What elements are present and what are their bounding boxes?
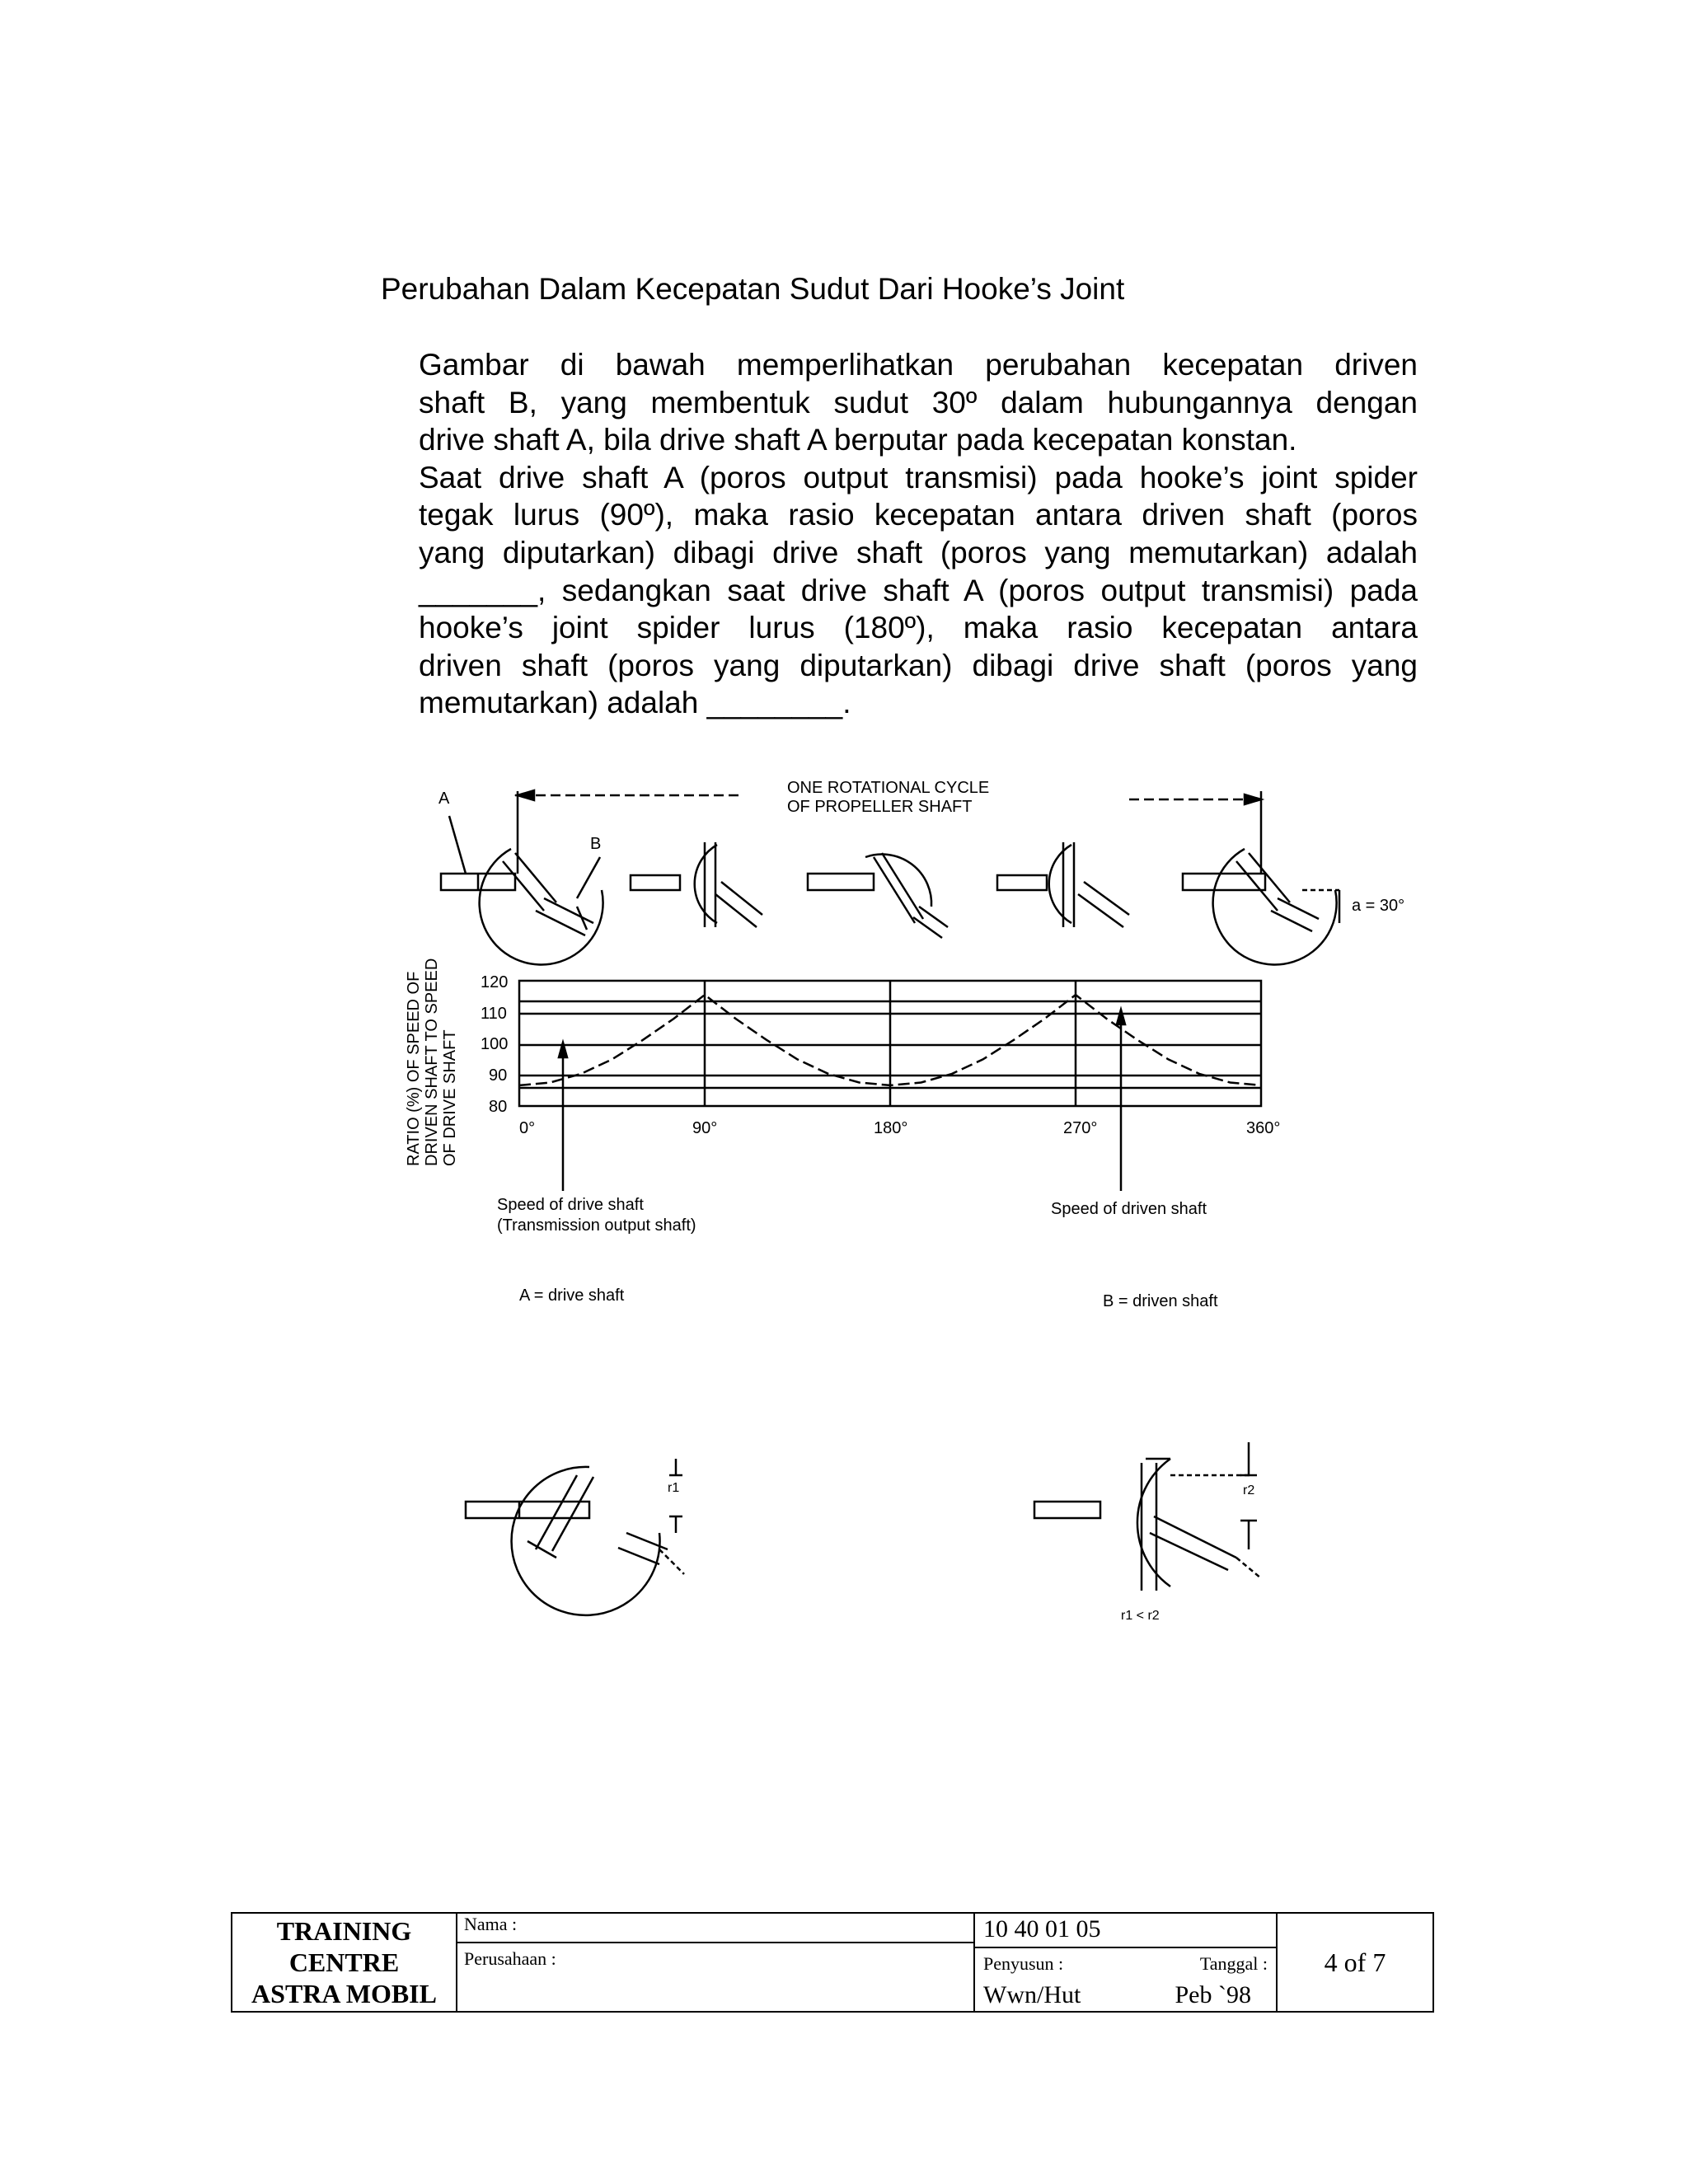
joint-sketch-360 [1183, 849, 1339, 964]
cycle-label-1: ONE ROTATIONAL CYCLE [787, 779, 990, 797]
ylabel-line-3: OF DRIVE SHAFT [441, 1029, 459, 1166]
joint-sketch-0 [441, 849, 603, 964]
para-line: tegak lurus (90º), maka rasio kecepatan antara driven shaft (poros [419, 498, 1418, 532]
label-b: B [590, 835, 602, 853]
ytick-120: 120 [481, 973, 509, 991]
para-line: drive shaft A, bila drive shaft A berputar pada kecepatan konstan. [419, 423, 1297, 457]
ylabel-line-2: DRIVEN SHAFT TO SPEED [423, 958, 441, 1166]
footer-table [231, 1912, 1434, 2013]
para-line: Gambar di bawah memperlihatkan perubahan kecepatan driven [419, 348, 1418, 382]
tanggal-label: Tanggal : [1199, 1953, 1268, 1974]
ylabel-line-1: RATIO (%) OF SPEED OF [405, 971, 423, 1166]
para-line: memutarkan) adalah ________. [419, 686, 851, 720]
org-line-2: CENTRE [288, 1947, 400, 1977]
label-a: A [438, 790, 450, 808]
joint-detail-left [466, 1459, 684, 1615]
org-line-3: ASTRA MOBIL [251, 1979, 437, 2008]
ytick-110: 110 [481, 1005, 507, 1023]
para-line: yang diputarkan) dibagi drive shaft (poros yang memutarkan) adalah [419, 535, 1418, 569]
page-heading: Perubahan Dalam Kecepatan Sudut Dari Hooke’s Joint [381, 272, 1125, 306]
para-line: shaft B, yang membentuk sudut 30º dalam hubungannya dengan [419, 385, 1418, 419]
training-centre [232, 1913, 457, 2012]
doc-info [974, 1913, 1277, 2012]
r1-label: r1 [668, 1481, 680, 1495]
r-compare-label: r1 < r2 [1121, 1609, 1160, 1623]
xtick-270: 270° [1063, 1119, 1098, 1137]
xtick-90: 90° [692, 1119, 718, 1137]
cycle-label-2: OF PROPELLER SHAFT [787, 798, 973, 816]
r2-label: r2 [1243, 1483, 1255, 1497]
joint-sketch-270 [997, 842, 1129, 927]
doc-code: 10 40 01 05 [975, 1914, 1276, 1948]
legend-drive-shaft: A = drive shaft [519, 1286, 625, 1305]
legend-driven-shaft: B = driven shaft [1103, 1292, 1218, 1310]
joint-sketch-90 [631, 842, 762, 927]
perusahaan-field: Perusahaan : [457, 1943, 974, 2012]
para-line: Saat drive shaft A (poros output transmisi) pada hooke’s joint spider [419, 460, 1418, 494]
org-line-1: TRAINING [276, 1916, 412, 1946]
nama-field: Nama : [457, 1913, 974, 1943]
penyusun-label: Penyusun : [983, 1953, 1064, 1974]
drive-speed-label-1: Speed of drive shaft [497, 1196, 644, 1214]
penyusun-value: Wwn/Hut [983, 1981, 1081, 2008]
ytick-80: 80 [489, 1098, 508, 1116]
xtick-0: 0° [519, 1119, 536, 1137]
xtick-360: 360° [1246, 1119, 1281, 1137]
joint-detail-right [1034, 1442, 1261, 1591]
page-number: 4 of 7 [1277, 1913, 1433, 2012]
xtick-180: 180° [874, 1119, 908, 1137]
ytick-90: 90 [489, 1066, 508, 1085]
driven-speed-label: Speed of driven shaft [1051, 1200, 1207, 1218]
angle-label: a = 30° [1352, 897, 1405, 915]
drive-speed-label-2: (Transmission output shaft) [497, 1216, 696, 1235]
ytick-100: 100 [481, 1035, 509, 1053]
tanggal-value: Peb `98 [1175, 1981, 1251, 2008]
joint-sketch-180 [808, 853, 948, 938]
para-line: _______, sedangkan saat drive shaft A (poros output transmisi) pada [419, 573, 1418, 607]
para-line: hooke’s joint spider lurus (180º), maka rasio kecepatan antara [419, 611, 1418, 645]
para-line: driven shaft (poros yang diputarkan) dibagi drive shaft (poros yang [419, 648, 1418, 682]
